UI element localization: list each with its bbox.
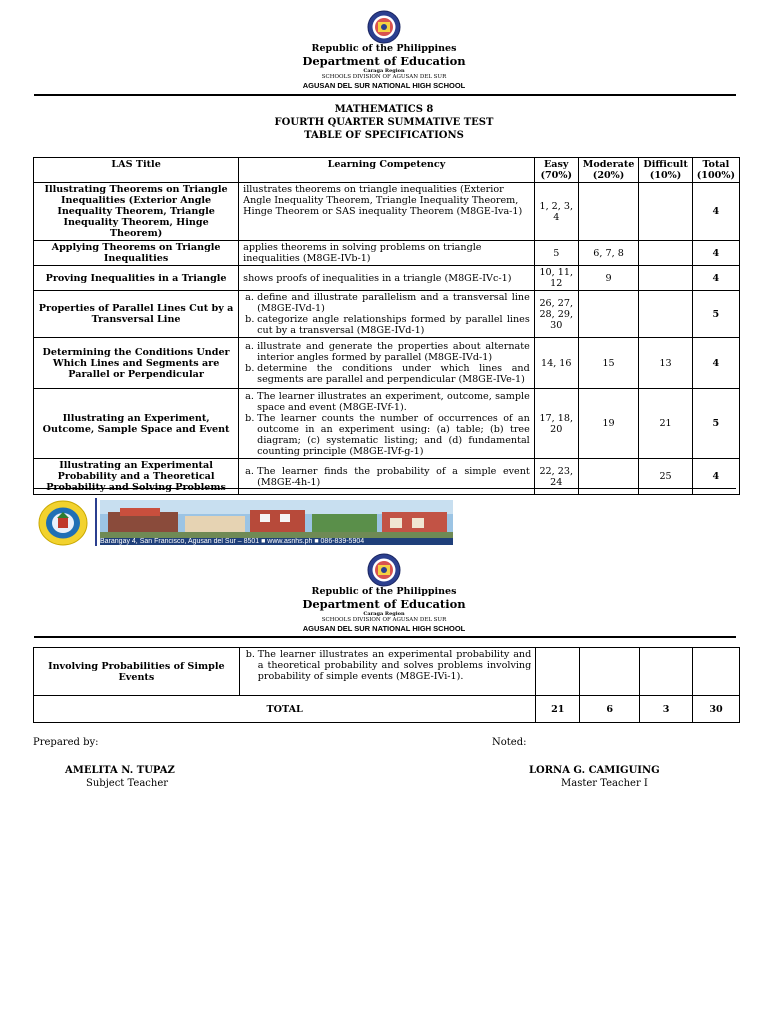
difficult-cell: [639, 266, 692, 291]
easy-cell: 26, 27, 28, 29, 30: [534, 291, 578, 338]
table-row: [34, 266, 740, 291]
competency-cell: [239, 648, 536, 696]
page-bottom-rule: [34, 488, 736, 489]
easy-cell: 5: [534, 241, 578, 266]
difficult-header: Difficult (10%): [639, 158, 692, 183]
easy-cell: 10, 11, 12: [534, 266, 578, 291]
banner-divider: [95, 498, 97, 546]
noter-role: Master Teacher I: [561, 778, 648, 789]
competency-cell: [239, 389, 535, 459]
noted-label: Noted:: [492, 737, 527, 748]
table-row: [34, 459, 740, 495]
moderate-cell: [578, 183, 639, 241]
competency-cell: [239, 338, 535, 389]
school-campus-photo: [100, 500, 453, 540]
subject-title: MATHEMATICS 8: [334, 104, 434, 115]
competency-cell: applies theorems in solving problems on triangle inequalities (M8GE-IVb-1): [239, 241, 535, 266]
republic-label: Republic of the Philippines: [311, 43, 457, 54]
grand-total: 30: [693, 696, 740, 723]
total-cell: [693, 648, 740, 696]
competency-item: b. determine the conditions under which lines and segments are parallel and perpendicular (M8GE-IVe-1): [245, 363, 530, 385]
easy-cell: 22, 23, 24: [534, 459, 578, 495]
header-divider: [34, 636, 736, 638]
department-label: Department of Education: [302, 54, 466, 68]
easy-cell: 14, 16: [534, 338, 578, 389]
total-row: [34, 696, 740, 723]
table-row: [34, 389, 740, 459]
total-cell: 5: [692, 291, 739, 338]
moderate-cell: [578, 459, 639, 495]
easy-total: 21: [536, 696, 580, 723]
header-divider: [34, 94, 736, 96]
specification-table: [33, 157, 740, 495]
las-title: Proving Inequalities in a Triangle: [34, 266, 239, 291]
total-cell: 4: [692, 266, 739, 291]
total-cell: 4: [692, 459, 739, 495]
table-row: [34, 648, 740, 696]
las-title: Illustrating Theorems on Triangle Inequalities (Exterior Angle Inequality Theorem, Triangle Inequality Theorem, Hinge Theorem): [34, 183, 239, 241]
competency-item: b. categorize angle relationships formed by parallel lines cut by a transversal (M8GE-IVd-1): [245, 314, 530, 336]
division-label: SCHOOLS DIVISION OF AGUSAN DEL SUR: [321, 617, 447, 623]
competency-header: Learning Competency: [239, 158, 535, 183]
region-label: Caraga Region: [363, 68, 405, 74]
easy-cell: 17, 18, 20: [534, 389, 578, 459]
table-row: [34, 241, 740, 266]
competency-item: a. The learner illustrates an experiment, outcome, sample space and event (M8GE-IVf-1).: [245, 390, 530, 413]
difficult-cell: [640, 648, 693, 696]
specification-table-continued: [33, 647, 740, 723]
department-label: Department of Education: [302, 597, 466, 611]
total-cell: 5: [692, 389, 739, 459]
noter-name: LORNA G. CAMIGUING: [529, 765, 660, 776]
competency-item: b. The learner counts the number of occurrences of an outcome in an experiment using: (a) table; (b) tree diagram; (c) systematic listing; and (d) fundamental counting principle (M8GE-IVf-g-1): [245, 412, 530, 457]
deped-seal-icon: [367, 553, 401, 587]
competency-item: a. define and illustrate parallelism and a transversal line (M8GE-IVd-1): [245, 292, 530, 314]
preparer-name: AMELITA N. TUPAZ: [65, 765, 175, 776]
preparer-role: Subject Teacher: [86, 778, 169, 789]
las-title: Involving Probabilities of Simple Events: [34, 648, 240, 696]
difficult-total: 3: [640, 696, 693, 723]
total-cell: 4: [692, 241, 739, 266]
difficult-cell: [639, 291, 692, 338]
republic-label: Republic of the Philippines: [311, 586, 457, 597]
competency-cell: illustrates theorems on triangle inequalities (Exterior Angle Inequality Theorem, Triangle Inequality Theorem, Hinge Theorem or SAS inequality Theorem (M8GE-Iva-1): [239, 183, 535, 241]
las-title: Properties of Parallel Lines Cut by a Transversal Line: [34, 291, 239, 338]
total-label: TOTAL: [34, 696, 536, 723]
difficult-cell: 25: [639, 459, 692, 495]
moderate-cell: [580, 648, 640, 696]
competency-cell: [239, 459, 535, 495]
difficult-cell: [639, 183, 692, 241]
competency-cell: [239, 291, 535, 338]
table-row: [34, 291, 740, 338]
total-cell: 4: [692, 183, 739, 241]
competency-item: a. The learner finds the probability of a simple event (M8GE-4h-1): [245, 465, 530, 488]
test-title: FOURTH QUARTER SUMMATIVE TEST: [274, 117, 494, 128]
table-row: [34, 338, 740, 389]
difficult-cell: 13: [639, 338, 692, 389]
moderate-header: Moderate (20%): [578, 158, 639, 183]
moderate-cell: 19: [578, 389, 639, 459]
las-title: Applying Theorems on Triangle Inequalities: [34, 241, 239, 266]
total-cell: 4: [692, 338, 739, 389]
competency-cell: shows proofs of inequalities in a triangle (M8GE-IVc-1): [239, 266, 535, 291]
moderate-cell: 15: [578, 338, 639, 389]
difficult-cell: 21: [639, 389, 692, 459]
region-label: Caraga Region: [363, 611, 405, 617]
moderate-cell: 6, 7, 8: [578, 241, 639, 266]
difficult-cell: [639, 241, 692, 266]
competency-item: b. The learner illustrates an experimental probability and a theoretical probability and solves problems involving probability of simple events (M8GE-IVi-1).: [245, 649, 532, 682]
las-title-header: LAS Title: [34, 158, 239, 183]
moderate-cell: [578, 291, 639, 338]
competency-item: a. illustrate and generate the properties about alternate interior angles formed by parallel (M8GE-IVd-1): [245, 341, 530, 363]
banner-address: Barangay 4, San Francisco, Agusan del Sur – 8501 ■ www.asnhs.ph ■ 086-839-5904: [100, 538, 453, 545]
total-header: Total (100%): [692, 158, 739, 183]
easy-cell: 1, 2, 3, 4: [534, 183, 578, 241]
easy-header: Easy (70%): [534, 158, 578, 183]
table-header-row: [34, 158, 740, 183]
easy-cell: [536, 648, 580, 696]
school-label: AGUSAN DEL SUR NATIONAL HIGH SCHOOL: [302, 81, 466, 90]
deped-seal-icon: [367, 10, 401, 44]
school-label: AGUSAN DEL SUR NATIONAL HIGH SCHOOL: [302, 624, 466, 633]
prepared-by-label: Prepared by:: [33, 737, 99, 748]
las-title: Illustrating an Experimental Probability and a Theoretical Probability and Solving Problems: [34, 459, 239, 495]
las-title: Illustrating an Experiment, Outcome, Sample Space and Event: [34, 389, 239, 459]
school-logo-icon: [38, 500, 88, 546]
las-title: Determining the Conditions Under Which Lines and Segments are Parallel or Perpendicular: [34, 338, 239, 389]
moderate-cell: 9: [578, 266, 639, 291]
moderate-total: 6: [580, 696, 640, 723]
document-title: TABLE OF SPECIFICATIONS: [304, 130, 464, 141]
division-label: SCHOOLS DIVISION OF AGUSAN DEL SUR: [321, 74, 447, 80]
table-row: [34, 183, 740, 241]
